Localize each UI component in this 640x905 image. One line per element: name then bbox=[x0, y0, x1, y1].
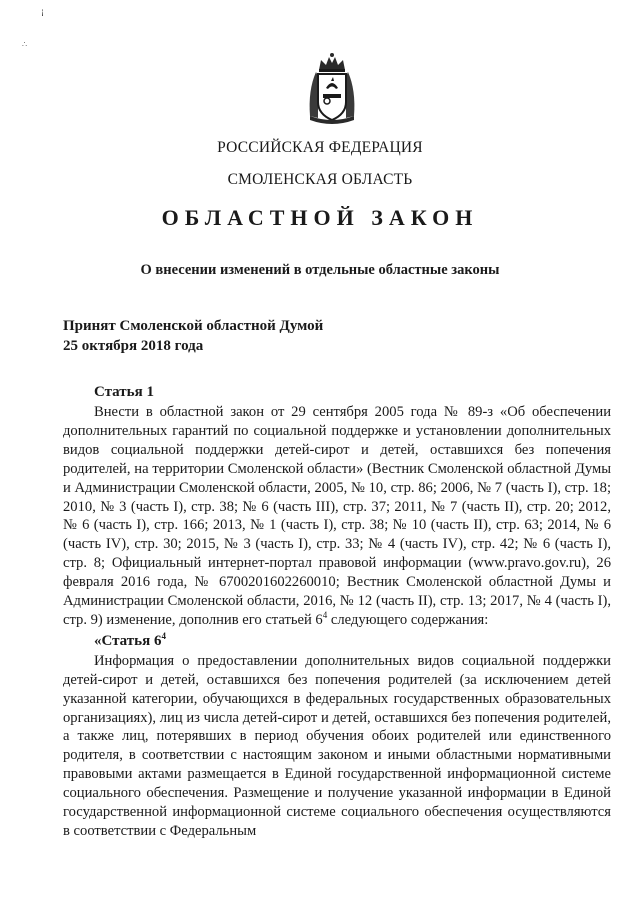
coat-of-arms-emblem bbox=[302, 52, 362, 126]
article-6-4-heading bbox=[63, 632, 611, 651]
article-6-4-heading-text: «Статья 6 bbox=[94, 632, 162, 649]
article-1-paragraph bbox=[63, 403, 611, 630]
document-body bbox=[63, 403, 611, 841]
article-6-4-paragraph: Информация о предоставлении дополнительных видов социальной поддержки детей-сирот и детей, оставшихся без попечения родителей (за исключением детей указанной категории, обучающихся в федеральных государственных образовательных организациях), лиц из числа детей-сирот и детей, оставшихся без попечения родителей, а также лиц, потерявших в период обучения обоих родителей или единственного родителя, в соответствии с настоящим законом и иными областными нормативными правовыми актами размещается в Единой государственной информационной системе социального обеспечения. Размещение и получение указанной информации в Единой государственной информационной системе социального обеспечения осуществляются в соответствии с Федеральным bbox=[63, 652, 611, 839]
scan-mark: ∴ bbox=[22, 40, 28, 49]
adoption-date: 25 октября 2018 года bbox=[63, 338, 204, 354]
article-number-superscript: 4 bbox=[322, 610, 328, 621]
adoption-block bbox=[63, 316, 323, 356]
article-number-superscript: 4 bbox=[161, 630, 166, 641]
scan-mark: ¡ bbox=[41, 6, 44, 16]
document-title: О внесении изменений в отдельные областные законы bbox=[140, 262, 500, 278]
adoption-body: Принят Смоленской областной Думой bbox=[63, 318, 324, 334]
country-name: РОССИЙСКАЯ ФЕДЕРАЦИЯ bbox=[217, 139, 423, 156]
article-1-text-end: следующего содержания: bbox=[327, 611, 489, 628]
article-1-text: Внести в областной закон от 29 сентября 2005 года № 89-з «Об обеспечении дополнительных гарантий по социальной поддержке и установлении дополнительных видов социальной поддержки детей-сирот и детей, оставшихся без попечения родителей, на территории Смоленской области» (Вестник Смоленской областной Думы и Администрации Смоленской области, 2005, № 10, стр. 86; 2006, № 7 (часть I), стр. 18; 2010, № 3 (часть I), стр. 38; № 6 (часть III), стр. 37; 2011, № 7 (часть II), стр. 20; 2012, № 6 (часть I), стр. 166; 2013, № 1 (часть I), стр. 38; № 10 (часть II), стр. 63; 2014, № 6 (часть IV), стр. 30; 2015, № 3 (часть I), стр. 33; № 4 (часть IV), стр. 42; № 6 (часть I), стр. 8; Официальный интернет-портал правовой информации (www.pravo.gov.ru), 26 февраля 2016 года, № 6700201602260010; Вестник Смоленской областной Думы и Администрации Смоленской области, 2016, № 12 (часть II), стр. 13; 2017, № 4 (часть I), стр. 9) изменение, дополнив его статьей 6 bbox=[63, 404, 611, 628]
article-1-heading: Статья 1 bbox=[94, 384, 154, 400]
document-type: ОБЛАСТНОЙ ЗАКОН bbox=[161, 205, 479, 230]
region-name: СМОЛЕНСКАЯ ОБЛАСТЬ bbox=[227, 171, 413, 188]
